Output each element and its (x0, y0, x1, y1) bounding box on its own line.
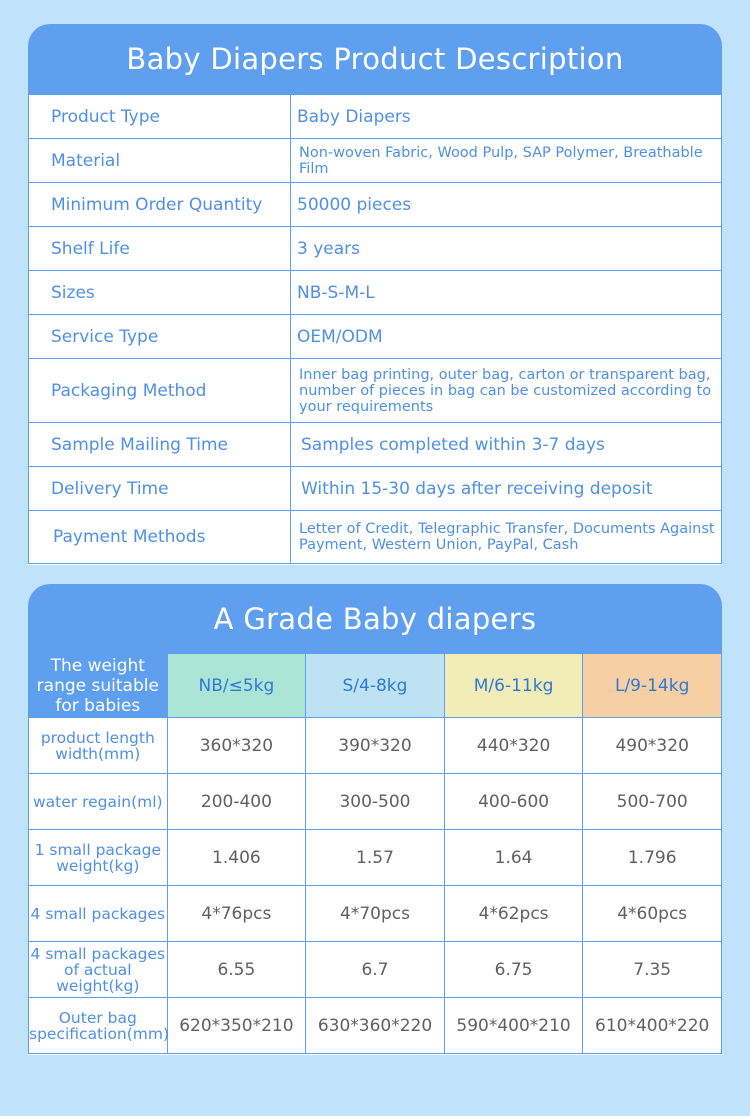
table-row (29, 511, 722, 564)
table-row (29, 718, 722, 774)
table-cell: 1.57 (306, 830, 445, 886)
table-row (29, 423, 722, 467)
row-value: 50000 pieces (291, 183, 722, 227)
row-label: 4 small packages of actual weight(kg) (29, 942, 168, 998)
row-label: product length width(mm) (29, 718, 168, 774)
table-cell: 4*62pcs (444, 886, 583, 942)
table-row (29, 359, 722, 423)
row-label: 4 small packages (29, 886, 168, 942)
row-value: Baby Diapers (291, 95, 722, 139)
row-label: Sizes (29, 271, 291, 315)
table-cell: 590*400*210 (444, 998, 583, 1054)
table-cell: 6.7 (306, 942, 445, 998)
table-cell: 400-600 (444, 774, 583, 830)
table-cell: 500-700 (583, 774, 722, 830)
grade-title: A Grade Baby diapers (28, 584, 722, 653)
table-cell: 630*360*220 (306, 998, 445, 1054)
row-label: Product Type (29, 95, 291, 139)
table-cell: 1.796 (583, 830, 722, 886)
row-label: Minimum Order Quantity (29, 183, 291, 227)
row-label: Service Type (29, 315, 291, 359)
table-row (29, 467, 722, 511)
table-row (29, 942, 722, 998)
row-value: Within 15-30 days after receiving deposit (291, 467, 722, 511)
table-cell: 620*350*210 (167, 998, 306, 1054)
table-row (29, 183, 722, 227)
table-row (29, 227, 722, 271)
table-cell: 490*320 (583, 718, 722, 774)
row-label: Sample Mailing Time (29, 423, 291, 467)
table-cell: 390*320 (306, 718, 445, 774)
grade-table (28, 653, 722, 1054)
row-label: Packaging Method (29, 359, 291, 423)
table-row (29, 998, 722, 1054)
size-s-header: S/4-8kg (306, 654, 445, 718)
row-label: Outer bag specification(mm) (29, 998, 168, 1054)
table-cell: 6.75 (444, 942, 583, 998)
row-label: water regain(ml) (29, 774, 168, 830)
row-label: 1 small package weight(kg) (29, 830, 168, 886)
row-label: Shelf Life (29, 227, 291, 271)
row-value: Non-woven Fabric, Wood Pulp, SAP Polymer, Breathable Film (291, 139, 722, 183)
table-cell: 1.64 (444, 830, 583, 886)
table-cell: 7.35 (583, 942, 722, 998)
row-label: Payment Methods (29, 511, 291, 564)
table-cell: 440*320 (444, 718, 583, 774)
table-row (29, 830, 722, 886)
table-cell: 300-500 (306, 774, 445, 830)
row-value: OEM/ODM (291, 315, 722, 359)
table-cell: 610*400*220 (583, 998, 722, 1054)
table-cell: 200-400 (167, 774, 306, 830)
table-row (29, 95, 722, 139)
row-label: Material (29, 139, 291, 183)
table-header-row (29, 654, 722, 718)
table-row (29, 774, 722, 830)
size-nb-header: NB/≤5kg (167, 654, 306, 718)
product-description-card (28, 24, 722, 565)
table-row (29, 139, 722, 183)
row-value: Letter of Credit, Telegraphic Transfer, Documents Against Payment, Western Union, PayPal, Cash (291, 511, 722, 564)
table-cell: 4*70pcs (306, 886, 445, 942)
table-row (29, 886, 722, 942)
row-value: Samples completed within 3-7 days (291, 423, 722, 467)
table-cell: 4*76pcs (167, 886, 306, 942)
row-label: Delivery Time (29, 467, 291, 511)
table-row (29, 271, 722, 315)
table-cell: 1.406 (167, 830, 306, 886)
table-cell: 4*60pcs (583, 886, 722, 942)
table-row (29, 315, 722, 359)
grade-card (28, 584, 722, 1055)
row-value: 3 years (291, 227, 722, 271)
size-l-header: L/9-14kg (583, 654, 722, 718)
weight-range-header: The weight range suitable for babies (29, 654, 168, 718)
table-cell: 360*320 (167, 718, 306, 774)
row-value: NB-S-M-L (291, 271, 722, 315)
row-value: Inner bag printing, outer bag, carton or transparent bag, number of pieces in bag can be customized according to your requirements (291, 359, 722, 423)
table-cell: 6.55 (167, 942, 306, 998)
size-m-header: M/6-11kg (444, 654, 583, 718)
product-description-title: Baby Diapers Product Description (28, 24, 722, 94)
product-description-table (28, 94, 722, 564)
